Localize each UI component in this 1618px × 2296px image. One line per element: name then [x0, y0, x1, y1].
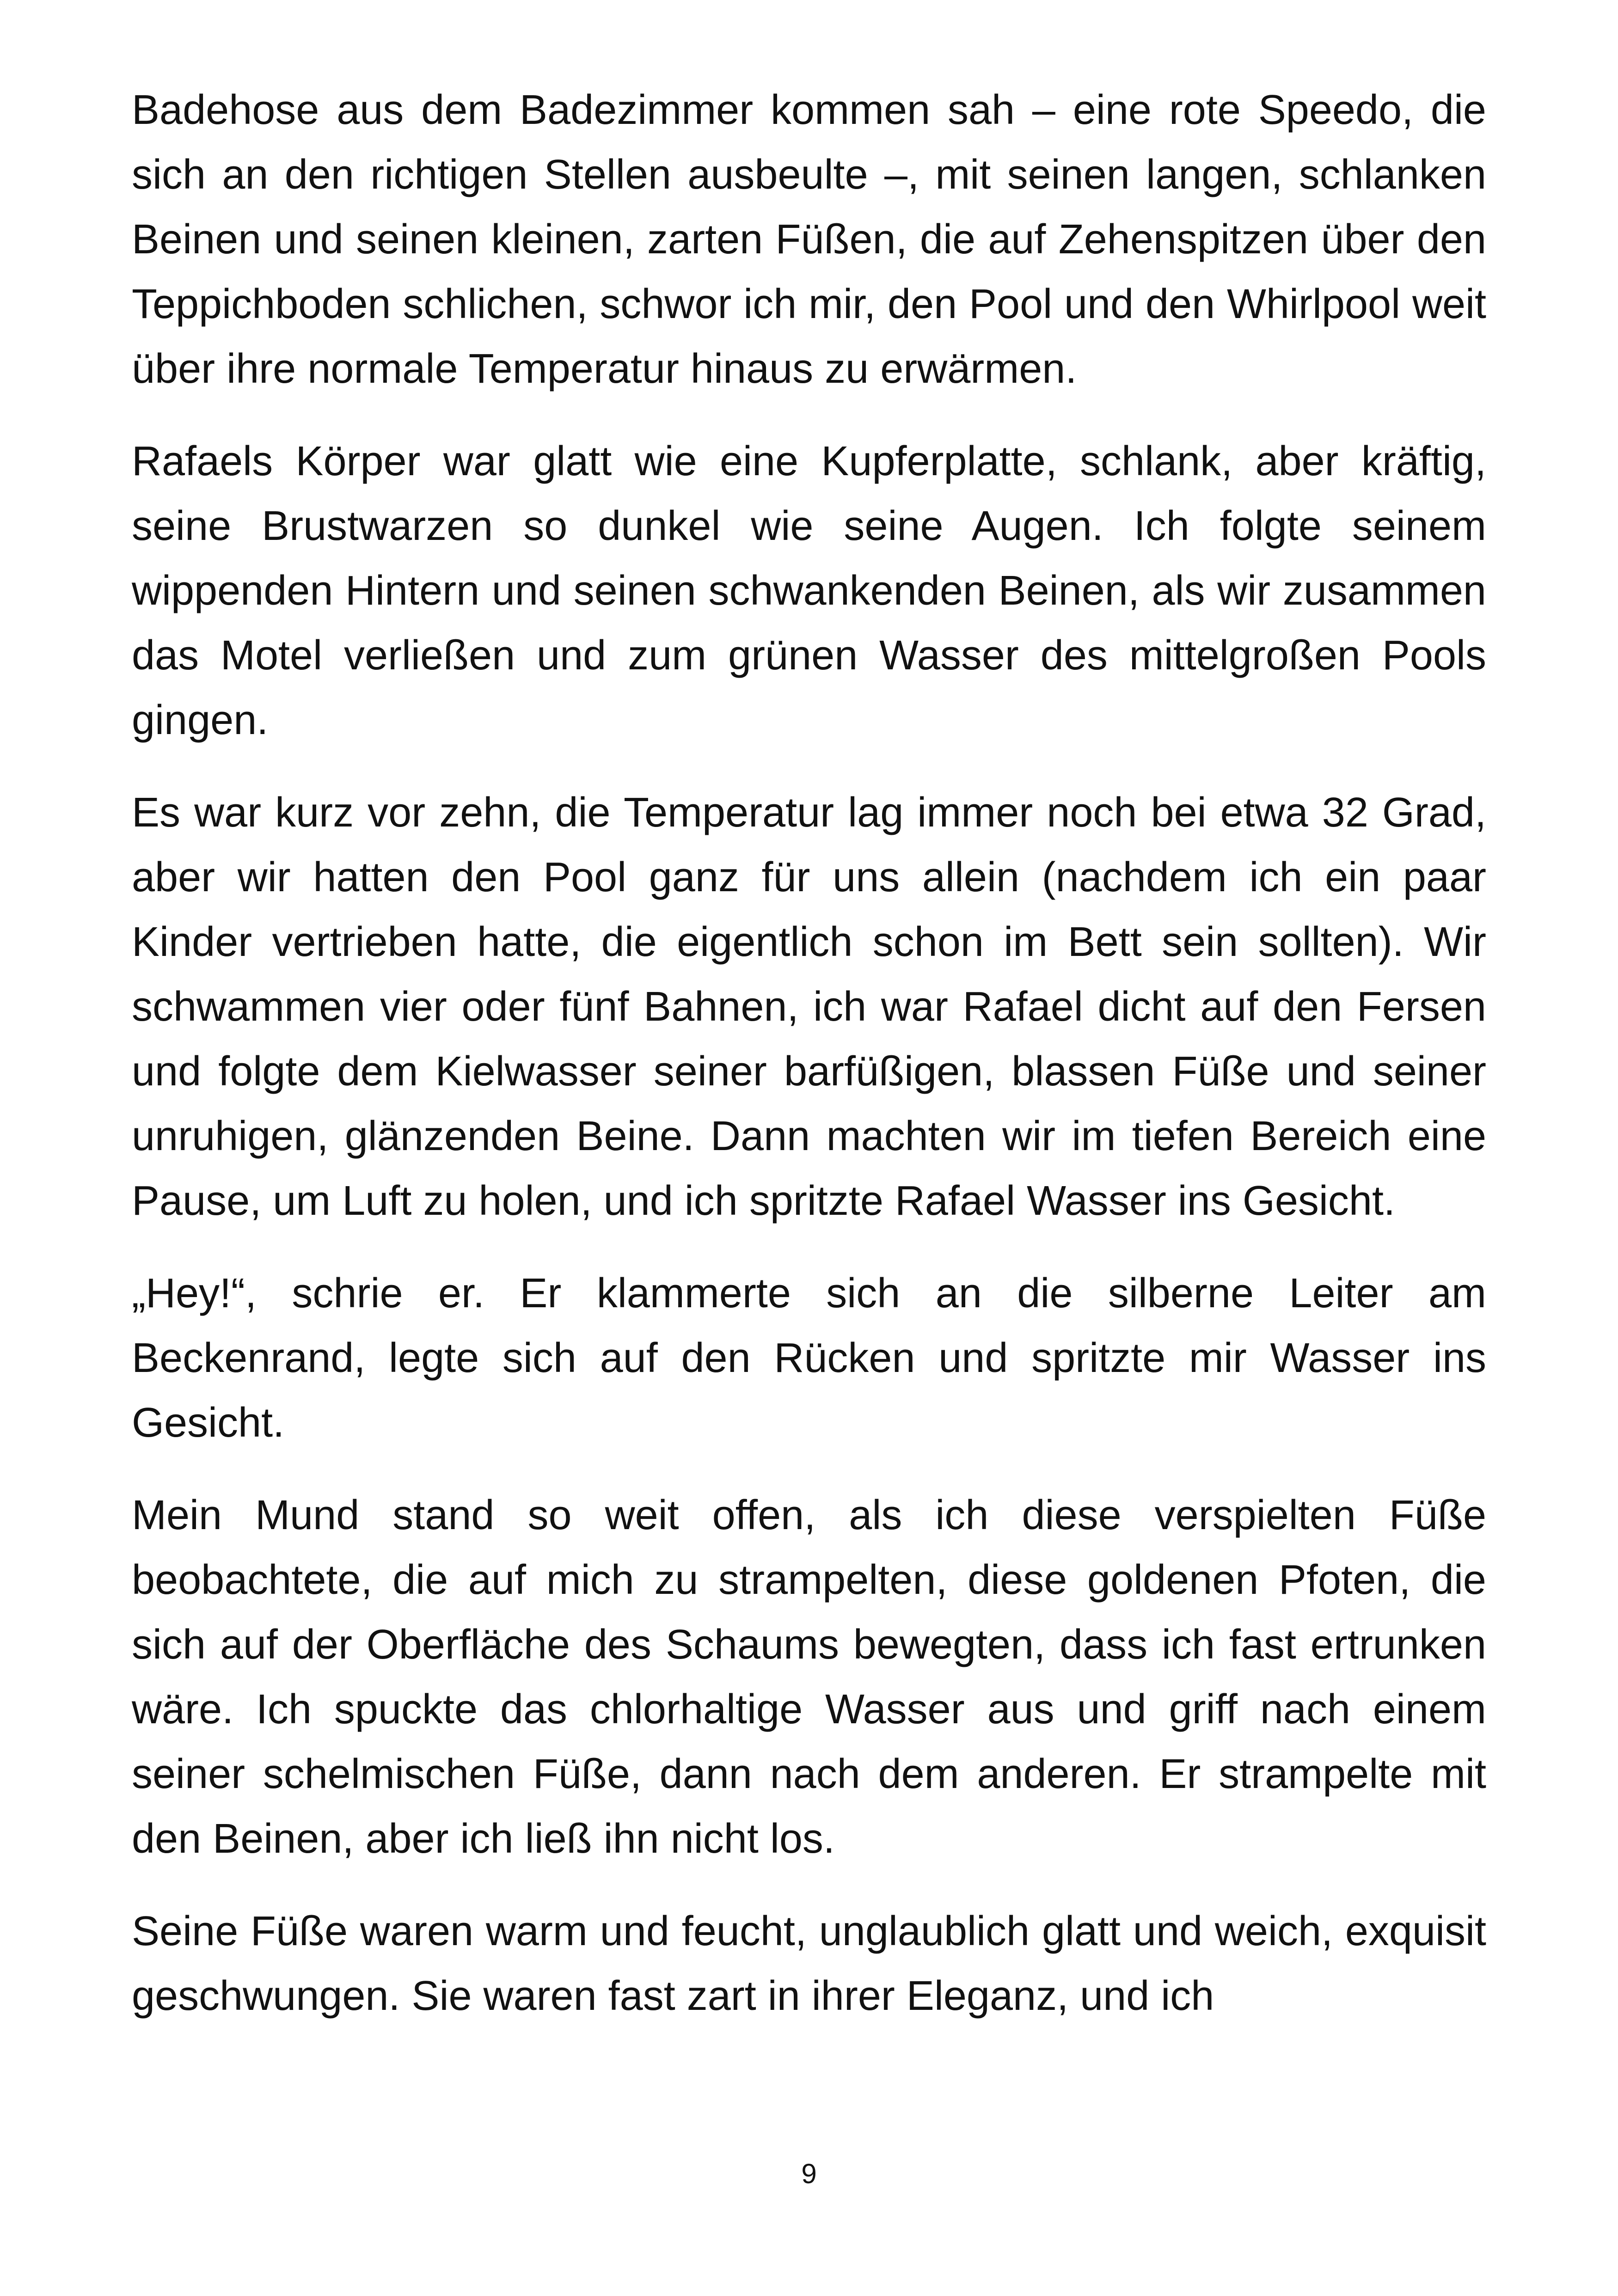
paragraph-5: Mein Mund stand so weit offen, als ich diese verspielten Füße beobachtete, die auf mich zu strampelten, diese goldenen Pfoten, die sich auf der Oberfläche des Schaums bewegten, dass ich fast ertrunken wäre. Ich spuckte das chlorhaltige Wasser aus und griff nach einem seiner schelmischen Füße, dann nach dem anderen. Er strampelte mit den Beinen, aber ich ließ ihn nicht los.: [132, 1492, 1486, 1862]
paragraph-2: Rafaels Körper war glatt wie eine Kupferplatte, schlank, aber kräftig, seine Brustwarzen so dunkel wie seine Augen. Ich folgte seinem wippenden Hintern und seinen schwankenden Beinen, als wir zusammen das Motel verließen und zum grünen Wasser des mittelgroßen Pools gingen.: [132, 438, 1486, 743]
paragraph-4: „Hey!“, schrie er. Er klammerte sich an die silberne Leiter am Beckenrand, legte sich auf den Rücken und spritzte mir Wasser ins Gesicht.: [132, 1270, 1486, 1446]
paragraph-6: Seine Füße waren warm und feucht, unglaublich glatt und weich, exquisit geschwungen. Sie waren fast zart in ihrer Eleganz, und ich: [132, 1908, 1486, 2019]
body-text: [132, 78, 1486, 2056]
paragraph-1: Badehose aus dem Badezimmer kommen sah – eine rote Speedo, die sich an den richtigen Stellen ausbeulte –, mit seinen langen, schlanken Beinen und seinen kleinen, zarten Füßen, die auf Zehenspitzen über den Teppichboden schlichen, schwor ich mir, den Pool und den Whirlpool weit über ihre normale Temperatur hinaus zu erwärmen.: [132, 87, 1486, 392]
page-number: 9: [801, 2158, 817, 2189]
paragraph-3: Es war kurz vor zehn, die Temperatur lag immer noch bei etwa 32 Grad, aber wir hatten den Pool ganz für uns allein (nachdem ich ein paar Kinder vertrieben hatte, die eigentlich schon im Bett sein sollten). Wir schwammen vier oder fünf Bahnen, ich war Rafael dicht auf den Fersen und folgte dem Kielwasser seiner barfüßigen, blassen Füße und seiner unruhigen, glänzenden Beine. Dann machten wir im tiefen Bereich eine Pause, um Luft zu holen, und ich spritzte Rafael Wasser ins Gesicht.: [132, 790, 1486, 1224]
